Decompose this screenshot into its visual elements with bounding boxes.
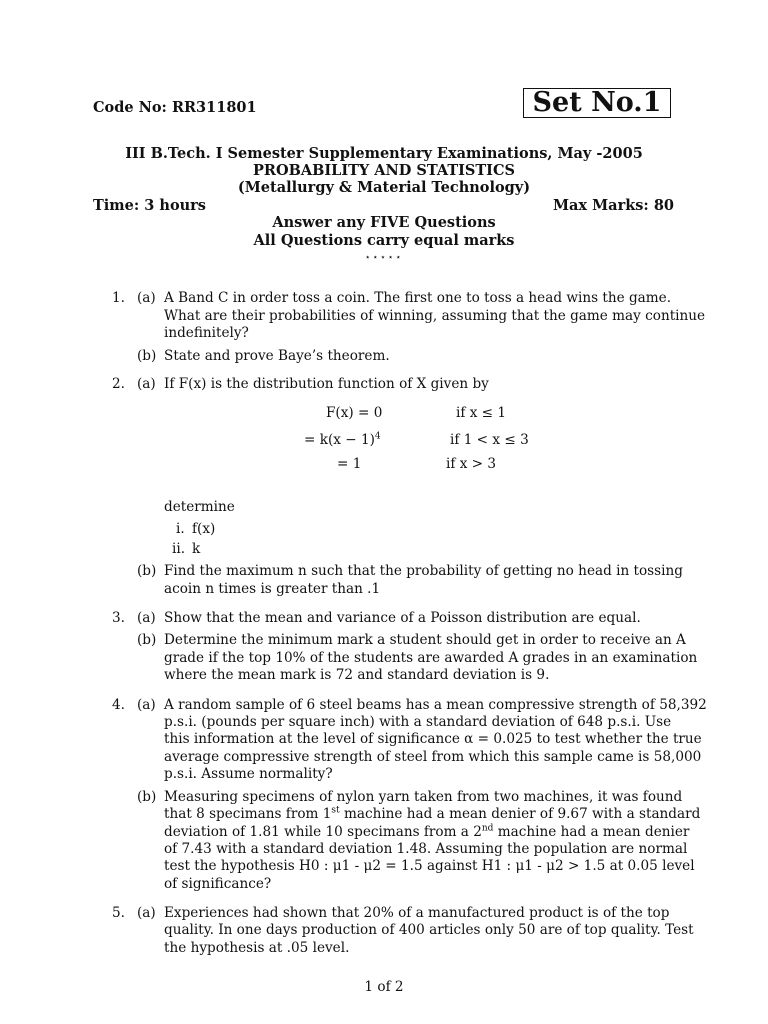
q4b-ordinal-second: nd — [481, 823, 494, 834]
equation-row2-lhs — [304, 432, 381, 448]
q2a-ii-label: ii. — [172, 541, 186, 557]
q3b-text-line2: grade if the top 10% of the students are awarded A grades in an examination — [164, 650, 698, 666]
q1-number: 1. — [112, 290, 125, 306]
q4-number: 4. — [112, 697, 125, 713]
q4a-text-line4: average compressive strength of steel from which this sample came is 58,000 — [164, 749, 702, 765]
q2a-determine: determine — [164, 499, 235, 515]
q2a-i-text: f(x) — [192, 521, 216, 537]
q5a-text-line2: quality. In one days production of 400 articles only 50 are of top quality. Test — [164, 922, 694, 938]
q4b-text-line2 — [164, 806, 700, 822]
q4a-text-line5: p.s.i. Assume normality? — [164, 766, 333, 782]
q2b-text-line1: Find the maximum n such that the probability of getting no head in tossing — [164, 563, 683, 579]
q3b-label: (b) — [137, 632, 157, 648]
q4b-text-line4: of 7.43 with a standard deviation 1.48. Assuming the population are normal — [164, 841, 688, 857]
q4b-text-line1: Measuring specimens of nylon yarn taken from two machines, it was found — [164, 789, 683, 805]
q1a-text-line3: indefinitely? — [164, 325, 249, 341]
q1a-text-line2: What are their probabilities of winning, assuming that the game may continue — [164, 308, 706, 324]
q4b-text-line2-end: machine had a mean denier of 9.67 with a standard — [339, 806, 701, 822]
subject-title: PROBABILITY AND STATISTICS — [253, 162, 515, 179]
equation-row1-condition: if x ≤ 1 — [456, 405, 507, 421]
q3a-text-line1: Show that the mean and variance of a Poisson distribution are equal. — [164, 610, 641, 626]
q4b-text-line2-start: that 8 specimans from 1 — [164, 806, 332, 822]
q4b-text-line6: of significance? — [164, 876, 272, 892]
page-number: 1 of 2 — [364, 979, 404, 995]
max-marks: Max Marks: 80 — [552, 197, 674, 214]
q5-number: 5. — [112, 905, 125, 921]
q4b-text-line3-start: deviation of 1.81 while 10 specimans from a 2 — [164, 824, 482, 840]
q4a-text-line3: this information at the level of significance α = 0.025 to test whether the true — [164, 731, 702, 747]
q1a-label: (a) — [137, 290, 156, 306]
q4a-label: (a) — [137, 697, 156, 713]
q4b-ordinal-first: st — [331, 805, 340, 816]
q4b-text-line3 — [164, 824, 689, 840]
q2b-text-line2: acoin n times is greater than .1 — [164, 581, 381, 597]
q3-number: 3. — [112, 610, 125, 626]
q5a-text-line3: the hypothesis at .05 level. — [164, 940, 350, 956]
code-number: Code No: RR311801 — [93, 99, 257, 116]
equation-row3-condition: if x > 3 — [446, 456, 497, 472]
exam-title: III B.Tech. I Semester Supplementary Examinations, May -2005 — [125, 145, 643, 162]
branch-title: (Metallurgy & Material Technology) — [237, 179, 531, 196]
q5a-text-line1: Experiences had shown that 20% of a manufactured product is of the top — [164, 905, 670, 921]
q2a-ii-text: k — [192, 541, 201, 557]
q3b-text-line1: Determine the minimum mark a student should get in order to receive an A — [164, 632, 686, 648]
q3b-text-line3: where the mean mark is 72 and standard deviation is 9. — [164, 667, 550, 683]
q3a-label: (a) — [137, 610, 156, 626]
q2a-label: (a) — [137, 376, 156, 392]
q2a-text-line1: If F(x) is the distribution function of X given by — [164, 376, 489, 392]
equation-row2-lhs-base: = k(x − 1) — [304, 432, 375, 448]
instruction-answer-five: Answer any FIVE Questions — [272, 214, 496, 231]
equation-row1-lhs: F(x) = 0 — [326, 405, 383, 421]
q4a-text-line2: p.s.i. (pounds per square inch) with a standard deviation of 648 p.s.i. Use — [164, 714, 672, 730]
q4b-text-line5: test the hypothesis H0 : μ1 - μ2 = 1.5 against H1 : μ1 - μ2 > 1.5 at 0.05 level — [164, 858, 695, 874]
q2-number: 2. — [112, 376, 125, 392]
q4b-text-line3-end: machine had a mean denier — [493, 824, 690, 840]
q1b-text-line1: State and prove Baye’s theorem. — [164, 348, 390, 364]
q4b-label: (b) — [137, 789, 157, 805]
q1b-label: (b) — [137, 348, 157, 364]
stars-divider: ⋆⋆⋆⋆⋆ — [364, 253, 404, 263]
equation-row2-condition: if 1 < x ≤ 3 — [450, 432, 529, 448]
equation-row2-exponent: 4 — [374, 431, 381, 442]
instruction-equal-marks: All Questions carry equal marks — [253, 232, 515, 249]
set-number-box: Set No.1 — [523, 88, 671, 118]
q2b-label: (b) — [137, 563, 157, 579]
time-allowed: Time: 3 hours — [93, 197, 206, 214]
q5a-label: (a) — [137, 905, 156, 921]
q4a-text-line1: A random sample of 6 steel beams has a mean compressive strength of 58,392 — [164, 697, 707, 713]
q1a-text-line1: A Band C in order toss a coin. The first one to toss a head wins the game. — [164, 290, 672, 306]
equation-row3-lhs: = 1 — [337, 456, 362, 472]
q2a-i-label: i. — [176, 521, 185, 537]
